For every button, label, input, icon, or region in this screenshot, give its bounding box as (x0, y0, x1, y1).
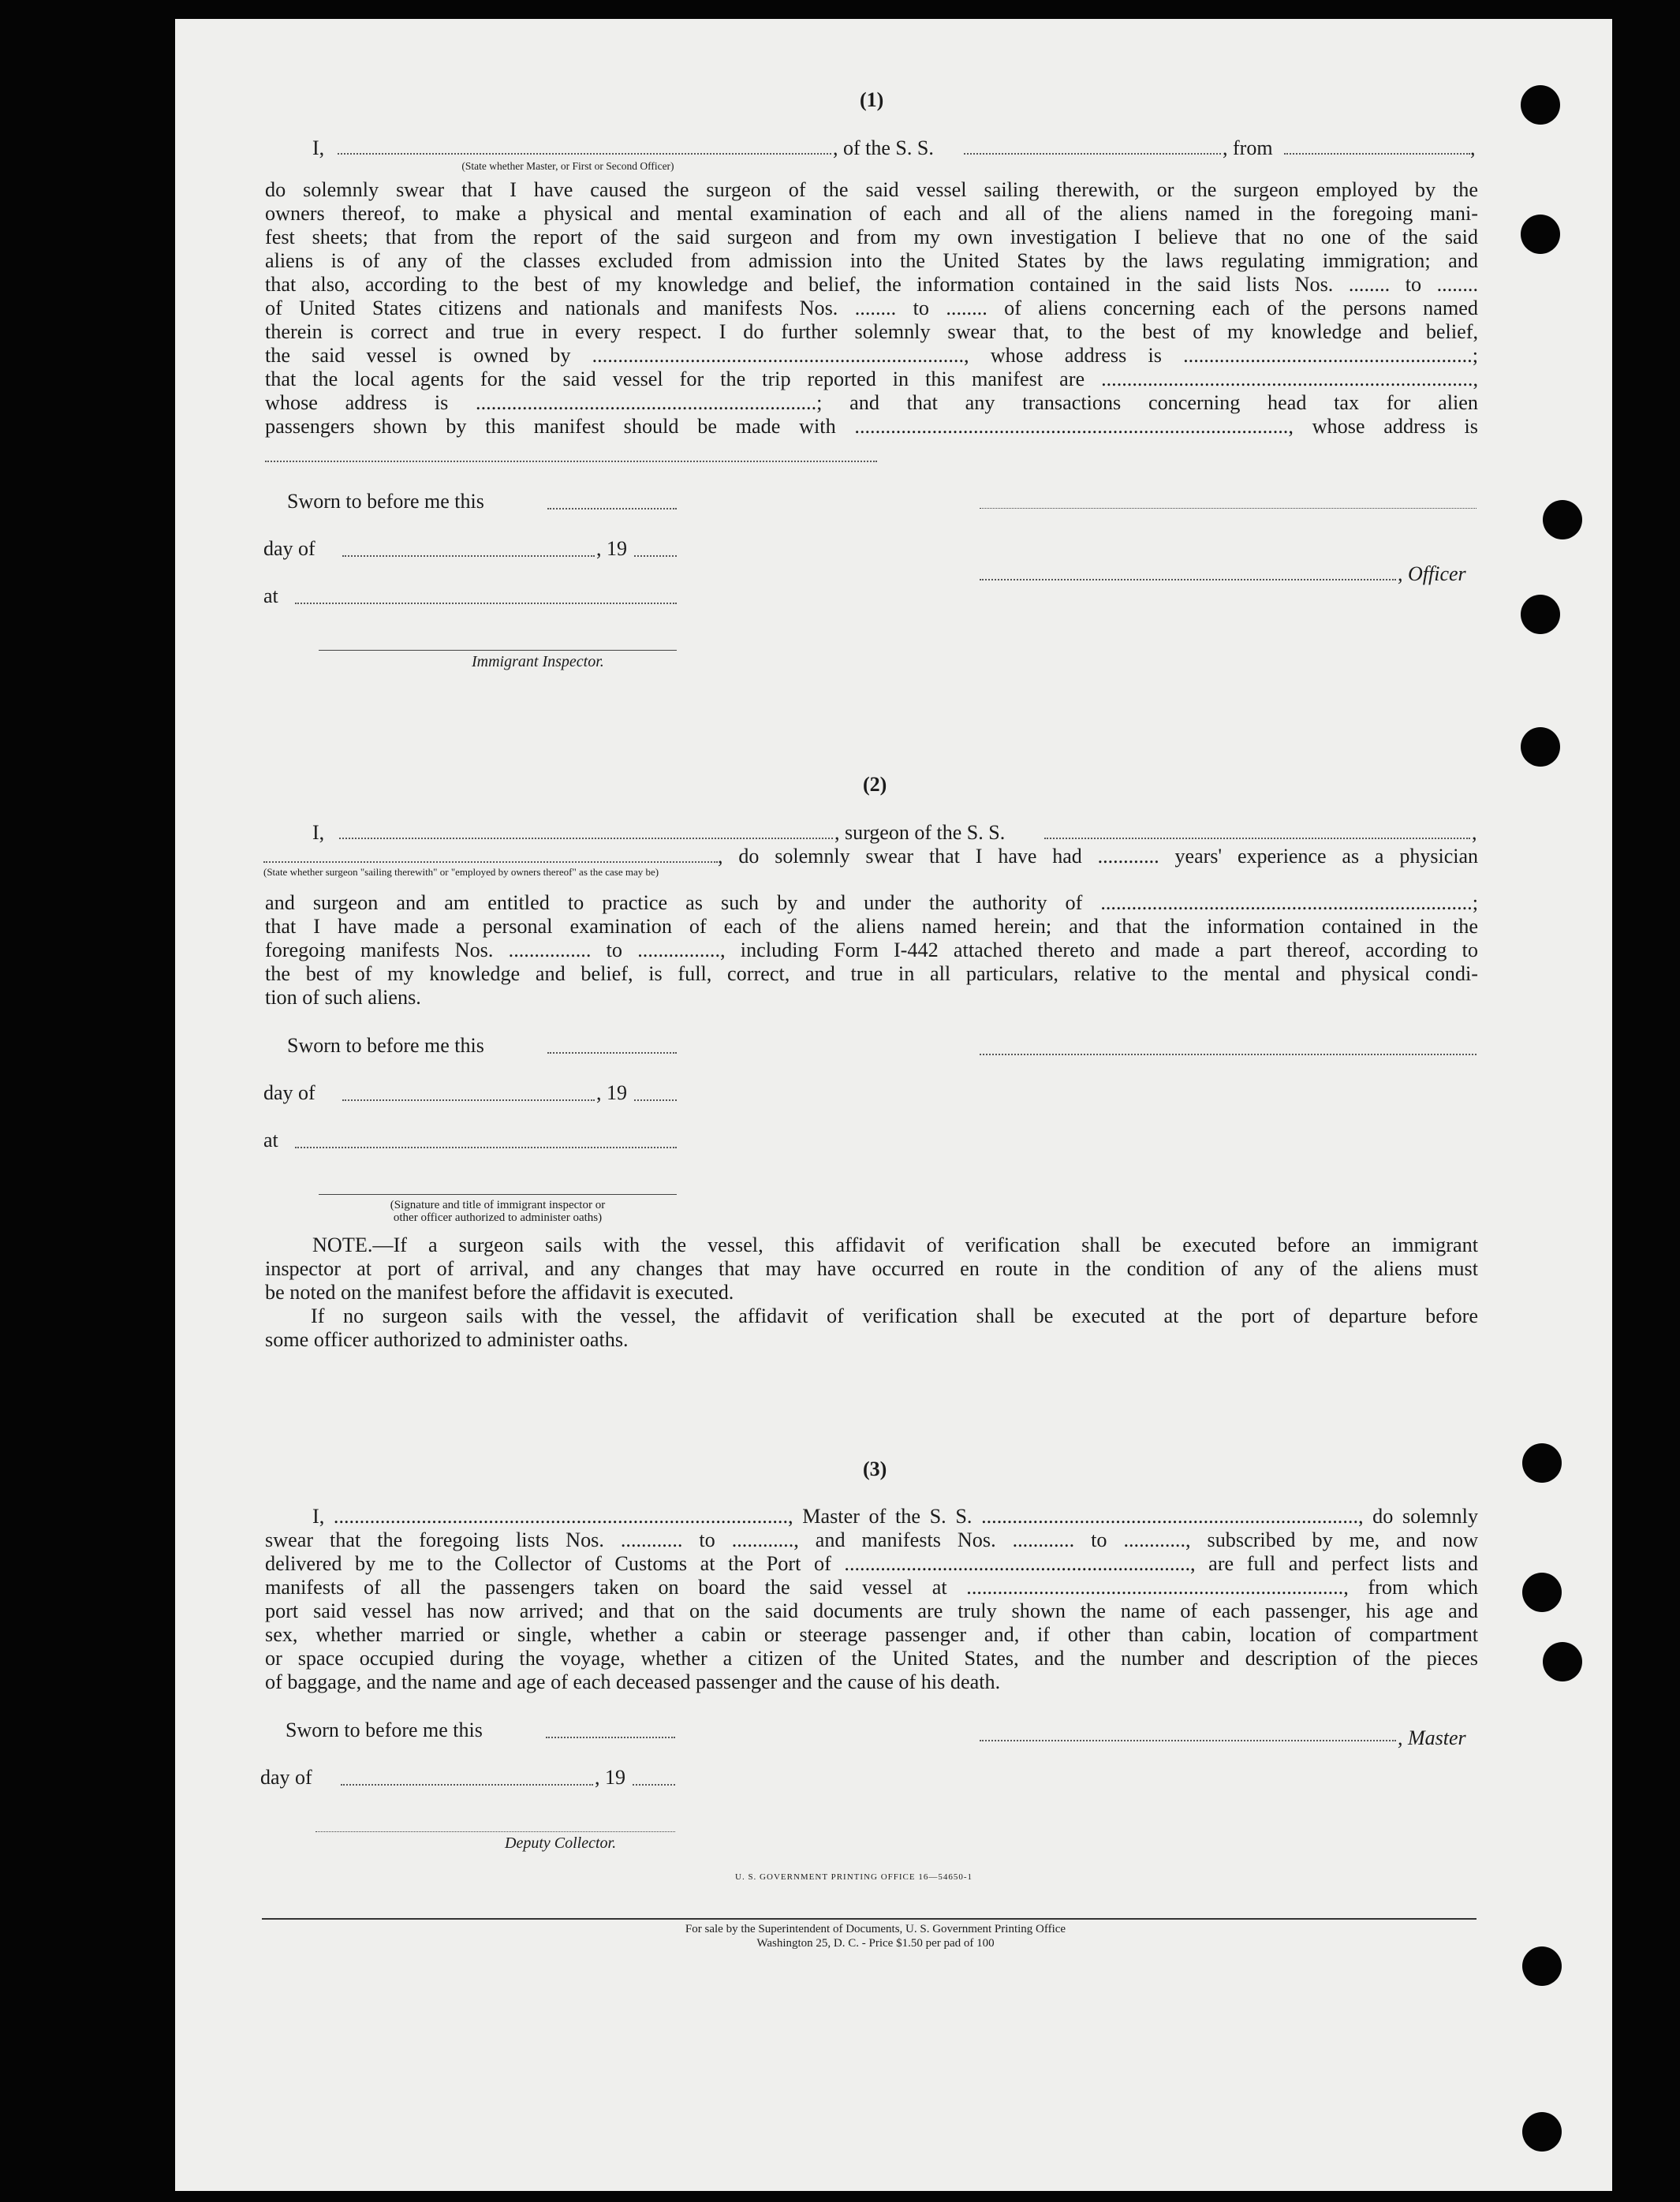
note-text: —If a surgeon sails with the vessel, this affidavit of verification shall be executed before an immigrant (372, 1233, 1478, 1256)
s2-note-line: inspector at port of arrival, and any changes that may have occurred en route in the condition of any of the aliens must (265, 1257, 1478, 1280)
s3-line: or space occupied during the voyage, whether a citizen of the United States, and the number and description of the pieces (265, 1647, 1478, 1670)
s2-line1-end: , (1472, 821, 1477, 844)
note-label: NOTE. (312, 1233, 373, 1256)
s1-rank-caption: (State whether Master, or First or Second Officer) (461, 160, 674, 172)
s2-note2-line: some officer authorized to administer oaths. (265, 1328, 629, 1351)
s3-line: port said vessel has now arrived; and that on the said documents are truly shown the name of each passenger, his age and (265, 1599, 1478, 1622)
punch-hole (1521, 215, 1560, 254)
s3-sworn-day-field[interactable] (546, 1737, 675, 1738)
punch-hole (1522, 2112, 1562, 2152)
s1-line: fest sheets; that from the report of the said surgeon and from my own investigation I believe that no one of the said (265, 226, 1478, 248)
s3-year-field[interactable] (633, 1784, 675, 1786)
s1-at-label: at (263, 584, 278, 607)
s2-sig-caption-1: (Signature and title of immigrant inspector or (390, 1199, 606, 1211)
s2-surgeon-name-field[interactable] (339, 838, 833, 839)
s3-line: swear that the foregoing lists Nos. ............ to ............, and manifests Nos. ............ to ............, subscribed by me, and now (265, 1528, 1478, 1551)
s1-officer-signature-line[interactable] (980, 508, 1477, 509)
s3-master-signature-line[interactable] (980, 1740, 1396, 1741)
s1-ship-label: , of the S. S. (833, 136, 934, 159)
s1-line: passengers shown by this manifest should be made with ...................................................................................., whose address is (265, 415, 1478, 438)
s1-officer-name-field[interactable] (980, 579, 1396, 580)
s1-year-field[interactable] (634, 555, 677, 557)
s2-note-line (265, 1233, 1478, 1257)
s1-i-label: I, (312, 136, 325, 159)
s2-surgeon-type-field[interactable] (263, 861, 718, 863)
s2-type-caption: (State whether surgeon "sailing therewith" or "employed by owners thereof" as the case may be) (263, 866, 659, 878)
s3-oath-text (265, 1505, 1478, 1694)
footer-rule (262, 1918, 1477, 1920)
s3-line: I, ........................................................................................, Master of the S. S. ........................................................................., do solemnly (312, 1505, 1478, 1528)
s1-inspector-label: Immigrant Inspector. (472, 653, 604, 670)
s1-line: of United States citizens and nationals and manifests Nos. ........ to ........ of aliens concerning each of the persons named (265, 297, 1478, 319)
s2-inspector-signature-line[interactable] (319, 1194, 677, 1195)
s1-from-label: , from (1223, 136, 1273, 159)
s3-master-label: , Master (1398, 1726, 1466, 1749)
punch-hole (1522, 1946, 1562, 1986)
punch-hole (1543, 500, 1582, 539)
footer-sale-line-1: For sale by the Superintendent of Documents, U. S. Government Printing Office (685, 1923, 1066, 1935)
s2-oath-text (265, 891, 1478, 1010)
s3-sworn-label: Sworn to before me this (286, 1719, 483, 1741)
s2-year-label: , 19 (596, 1081, 627, 1104)
s1-day-of-label: day of (263, 537, 315, 560)
s1-line: aliens is of any of the classes excluded from admission into the United States by the laws regulating immigration; and (265, 249, 1478, 272)
s2-sworn-label: Sworn to before me this (287, 1034, 484, 1057)
s3-day-of-label: day of (260, 1766, 312, 1789)
s2-sig-caption-2: other officer authorized to administer oaths) (393, 1211, 603, 1224)
s1-sworn-day-field[interactable] (547, 508, 677, 509)
s1-line: that the local agents for the said vessel for the trip reported in this manifest are ........................................................................, (265, 368, 1478, 390)
s1-oath-text (265, 178, 1478, 439)
section-3-heading: (3) (863, 1457, 887, 1480)
s1-year-label: , 19 (596, 537, 627, 560)
s2-line: the best of my knowledge and belief, is full, correct, and true in all particulars, relative to the mental and physical condi- (265, 962, 1478, 985)
punch-hole (1521, 727, 1560, 767)
footer-sale-line-2: Washington 25, D. C. - Price $1.50 per pad of 100 (756, 1937, 995, 1950)
punch-hole (1522, 1573, 1562, 1612)
s2-sworn-day-field[interactable] (547, 1052, 677, 1054)
s2-month-field[interactable] (342, 1099, 595, 1101)
s2-line: that I have made a personal examination of each of the aliens named herein; and that the information contained in the (265, 915, 1478, 938)
s1-at-place-field[interactable] (295, 603, 677, 604)
s2-line: foregoing manifests Nos. ................ to ................, including Form I-442 attached thereto and made a part thereof, according to (265, 939, 1478, 961)
s1-officer-label: , Officer (1398, 562, 1466, 585)
s1-inspector-signature-line[interactable] (319, 650, 677, 651)
s2-line: and surgeon and am entitled to practice as such by and under the authority of ........................................................................; (265, 891, 1478, 914)
s2-note-line: be noted on the manifest before the affidavit is executed. (265, 1281, 734, 1304)
gpo-imprint: U. S. GOVERNMENT PRINTING OFFICE 16—54650-1 (735, 1872, 973, 1882)
s2-day-of-label: day of (263, 1081, 315, 1104)
s2-line: tion of such aliens. (265, 986, 421, 1009)
s3-line: manifests of all the passengers taken on board the said vessel at ........................................................................., from which (265, 1576, 1478, 1599)
s3-collector-label: Deputy Collector. (505, 1834, 617, 1852)
s1-line: owners thereof, to make a physical and mental examination of each and all of the aliens named in the foregoing mani- (265, 202, 1478, 225)
punch-hole (1543, 1642, 1582, 1681)
s1-from-port-field[interactable] (1284, 153, 1470, 155)
s2-at-label: at (263, 1129, 278, 1151)
section-2-heading: (2) (863, 773, 887, 796)
punch-hole (1521, 595, 1560, 634)
s1-line: therein is correct and true in every respect. I do further solemnly swear that, to the best of my knowledge and belief, (265, 320, 1478, 343)
s3-month-field[interactable] (341, 1784, 593, 1786)
s2-note2-line: If no surgeon sails with the vessel, the affidavit of verification shall be executed at the port of departure before (311, 1304, 1478, 1327)
s1-month-field[interactable] (342, 555, 595, 557)
punch-hole (1522, 1443, 1562, 1483)
s1-officer-rank-field[interactable] (338, 153, 831, 155)
s1-line1-end: , (1470, 136, 1476, 159)
s3-collector-signature-line[interactable] (315, 1831, 675, 1832)
s2-i-label: I, (312, 821, 325, 844)
s1-line: the said vessel is owned by ........................................................................, whose address is ........................................................; (265, 344, 1478, 367)
s3-line: delivered by me to the Collector of Customs at the Port of ..................................................................., are full and perfect lists and (265, 1552, 1478, 1575)
punch-hole (1521, 85, 1560, 125)
section-1-heading: (1) (860, 88, 884, 111)
s3-line: of baggage, and the name and age of each deceased passenger and the cause of his death. (265, 1670, 1001, 1693)
s1-line: do solemnly swear that I have caused the surgeon of the said vessel sailing therewith, or the surgeon employed by the (265, 178, 1478, 201)
s1-sworn-label: Sworn to before me this (287, 490, 484, 513)
s2-surgeon-signature-line[interactable] (980, 1054, 1477, 1055)
s1-line: whose address is ..................................................................; and that any transactions concerning head tax for alien (265, 391, 1478, 414)
s2-note (265, 1233, 1478, 1352)
s2-year-field[interactable] (634, 1099, 677, 1101)
s1-ship-name-field[interactable] (964, 153, 1221, 155)
s1-line: that also, according to the best of my knowledge and belief, the information contained in the said lists Nos. ........ to ........ (265, 273, 1478, 296)
s3-year-label: , 19 (595, 1766, 625, 1789)
s1-address-continuation-field[interactable] (265, 461, 877, 462)
s2-experience-text: , do solemnly swear that I have had ............ years' experience as a physician (718, 845, 1478, 868)
s2-ship-label: , surgeon of the S. S. (834, 821, 1006, 844)
s3-line: sex, whether married or single, whether a cabin or steerage passenger and, if other than cabin, location of compartment (265, 1623, 1478, 1646)
s2-at-place-field[interactable] (295, 1147, 677, 1148)
s2-ship-name-field[interactable] (1044, 838, 1470, 839)
